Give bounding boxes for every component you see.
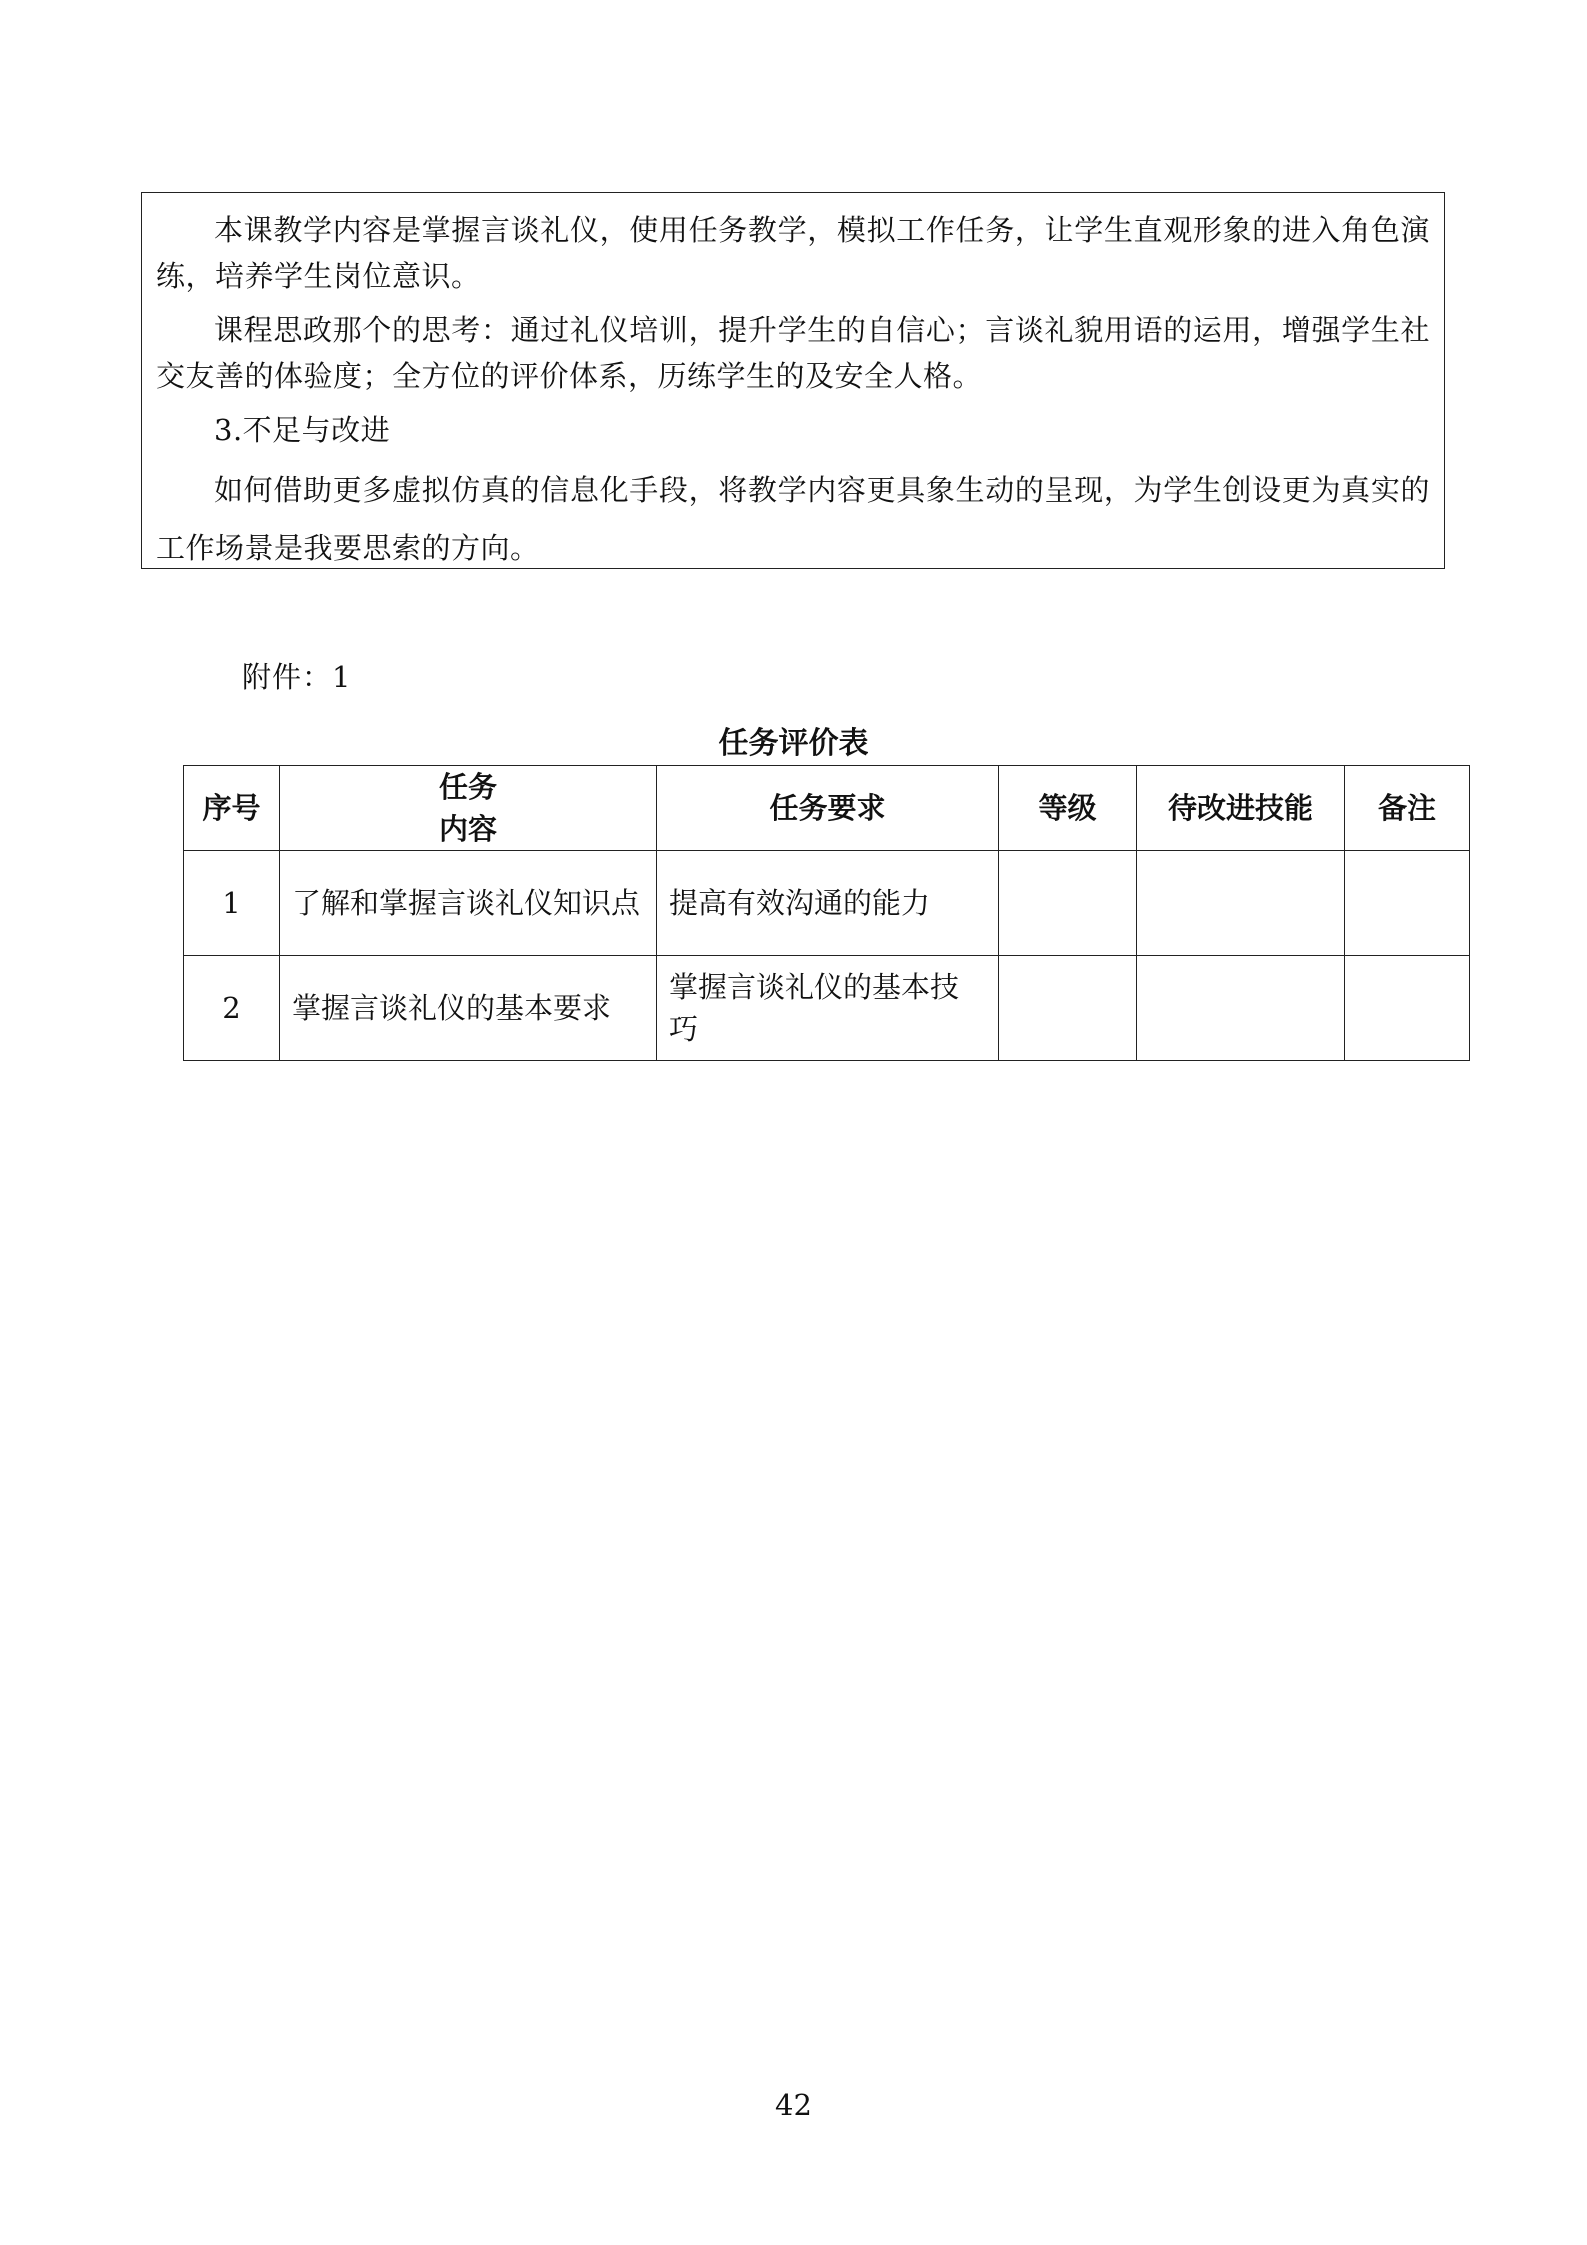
paragraph-heading-improvement: 3.不足与改进 — [214, 413, 391, 447]
evaluation-table — [183, 765, 1470, 1061]
cell-remark — [1345, 851, 1470, 956]
cell-remark — [1345, 956, 1470, 1061]
header-grade: 等级 — [999, 766, 1137, 851]
paragraph-ideology: 课程思政那个的思考：通过礼仪培训，提升学生的自信心；言谈礼貌用语的运用，增强学生社交友善的体验度；全方位的评价体系，历练学生的及安全人格。 — [156, 313, 1430, 393]
attachment-label: 附件：1 — [242, 660, 352, 694]
header-skills-to-improve: 待改进技能 — [1137, 766, 1345, 851]
header-task-content-line1: 任务 — [438, 770, 497, 804]
header-remark: 备注 — [1345, 766, 1470, 851]
header-task-requirement: 任务要求 — [657, 766, 999, 851]
header-task-content — [280, 766, 657, 851]
cell-grade — [999, 851, 1137, 956]
table-header-row — [184, 766, 1470, 851]
paragraph-improvement: 如何借助更多虚拟仿真的信息化手段，将教学内容更具象生动的呈现，为学生创设更为真实的工作场景是我要思索的方向。 — [156, 473, 1430, 565]
reflection-box — [141, 192, 1445, 569]
table-row — [184, 851, 1470, 956]
cell-requirement: 掌握言谈礼仪的基本技巧 — [657, 956, 999, 1061]
table-title: 任务评价表 — [718, 726, 869, 761]
cell-grade — [999, 956, 1137, 1061]
cell-content: 了解和掌握言谈礼仪知识点 — [280, 851, 657, 956]
page-number: 42 — [775, 2088, 812, 2122]
cell-improve — [1137, 851, 1345, 956]
cell-improve — [1137, 956, 1345, 1061]
cell-content: 掌握言谈礼仪的基本要求 — [280, 956, 657, 1061]
cell-requirement: 提高有效沟通的能力 — [657, 851, 999, 956]
cell-number: 2 — [184, 956, 280, 1061]
cell-number: 1 — [184, 851, 280, 956]
header-task-content-line2: 内容 — [438, 812, 497, 846]
paragraph-teaching-content: 本课教学内容是掌握言谈礼仪，使用任务教学，模拟工作任务，让学生直观形象的进入角色演练，培养学生岗位意识。 — [156, 213, 1430, 293]
table-row — [184, 956, 1470, 1061]
header-number: 序号 — [184, 766, 280, 851]
